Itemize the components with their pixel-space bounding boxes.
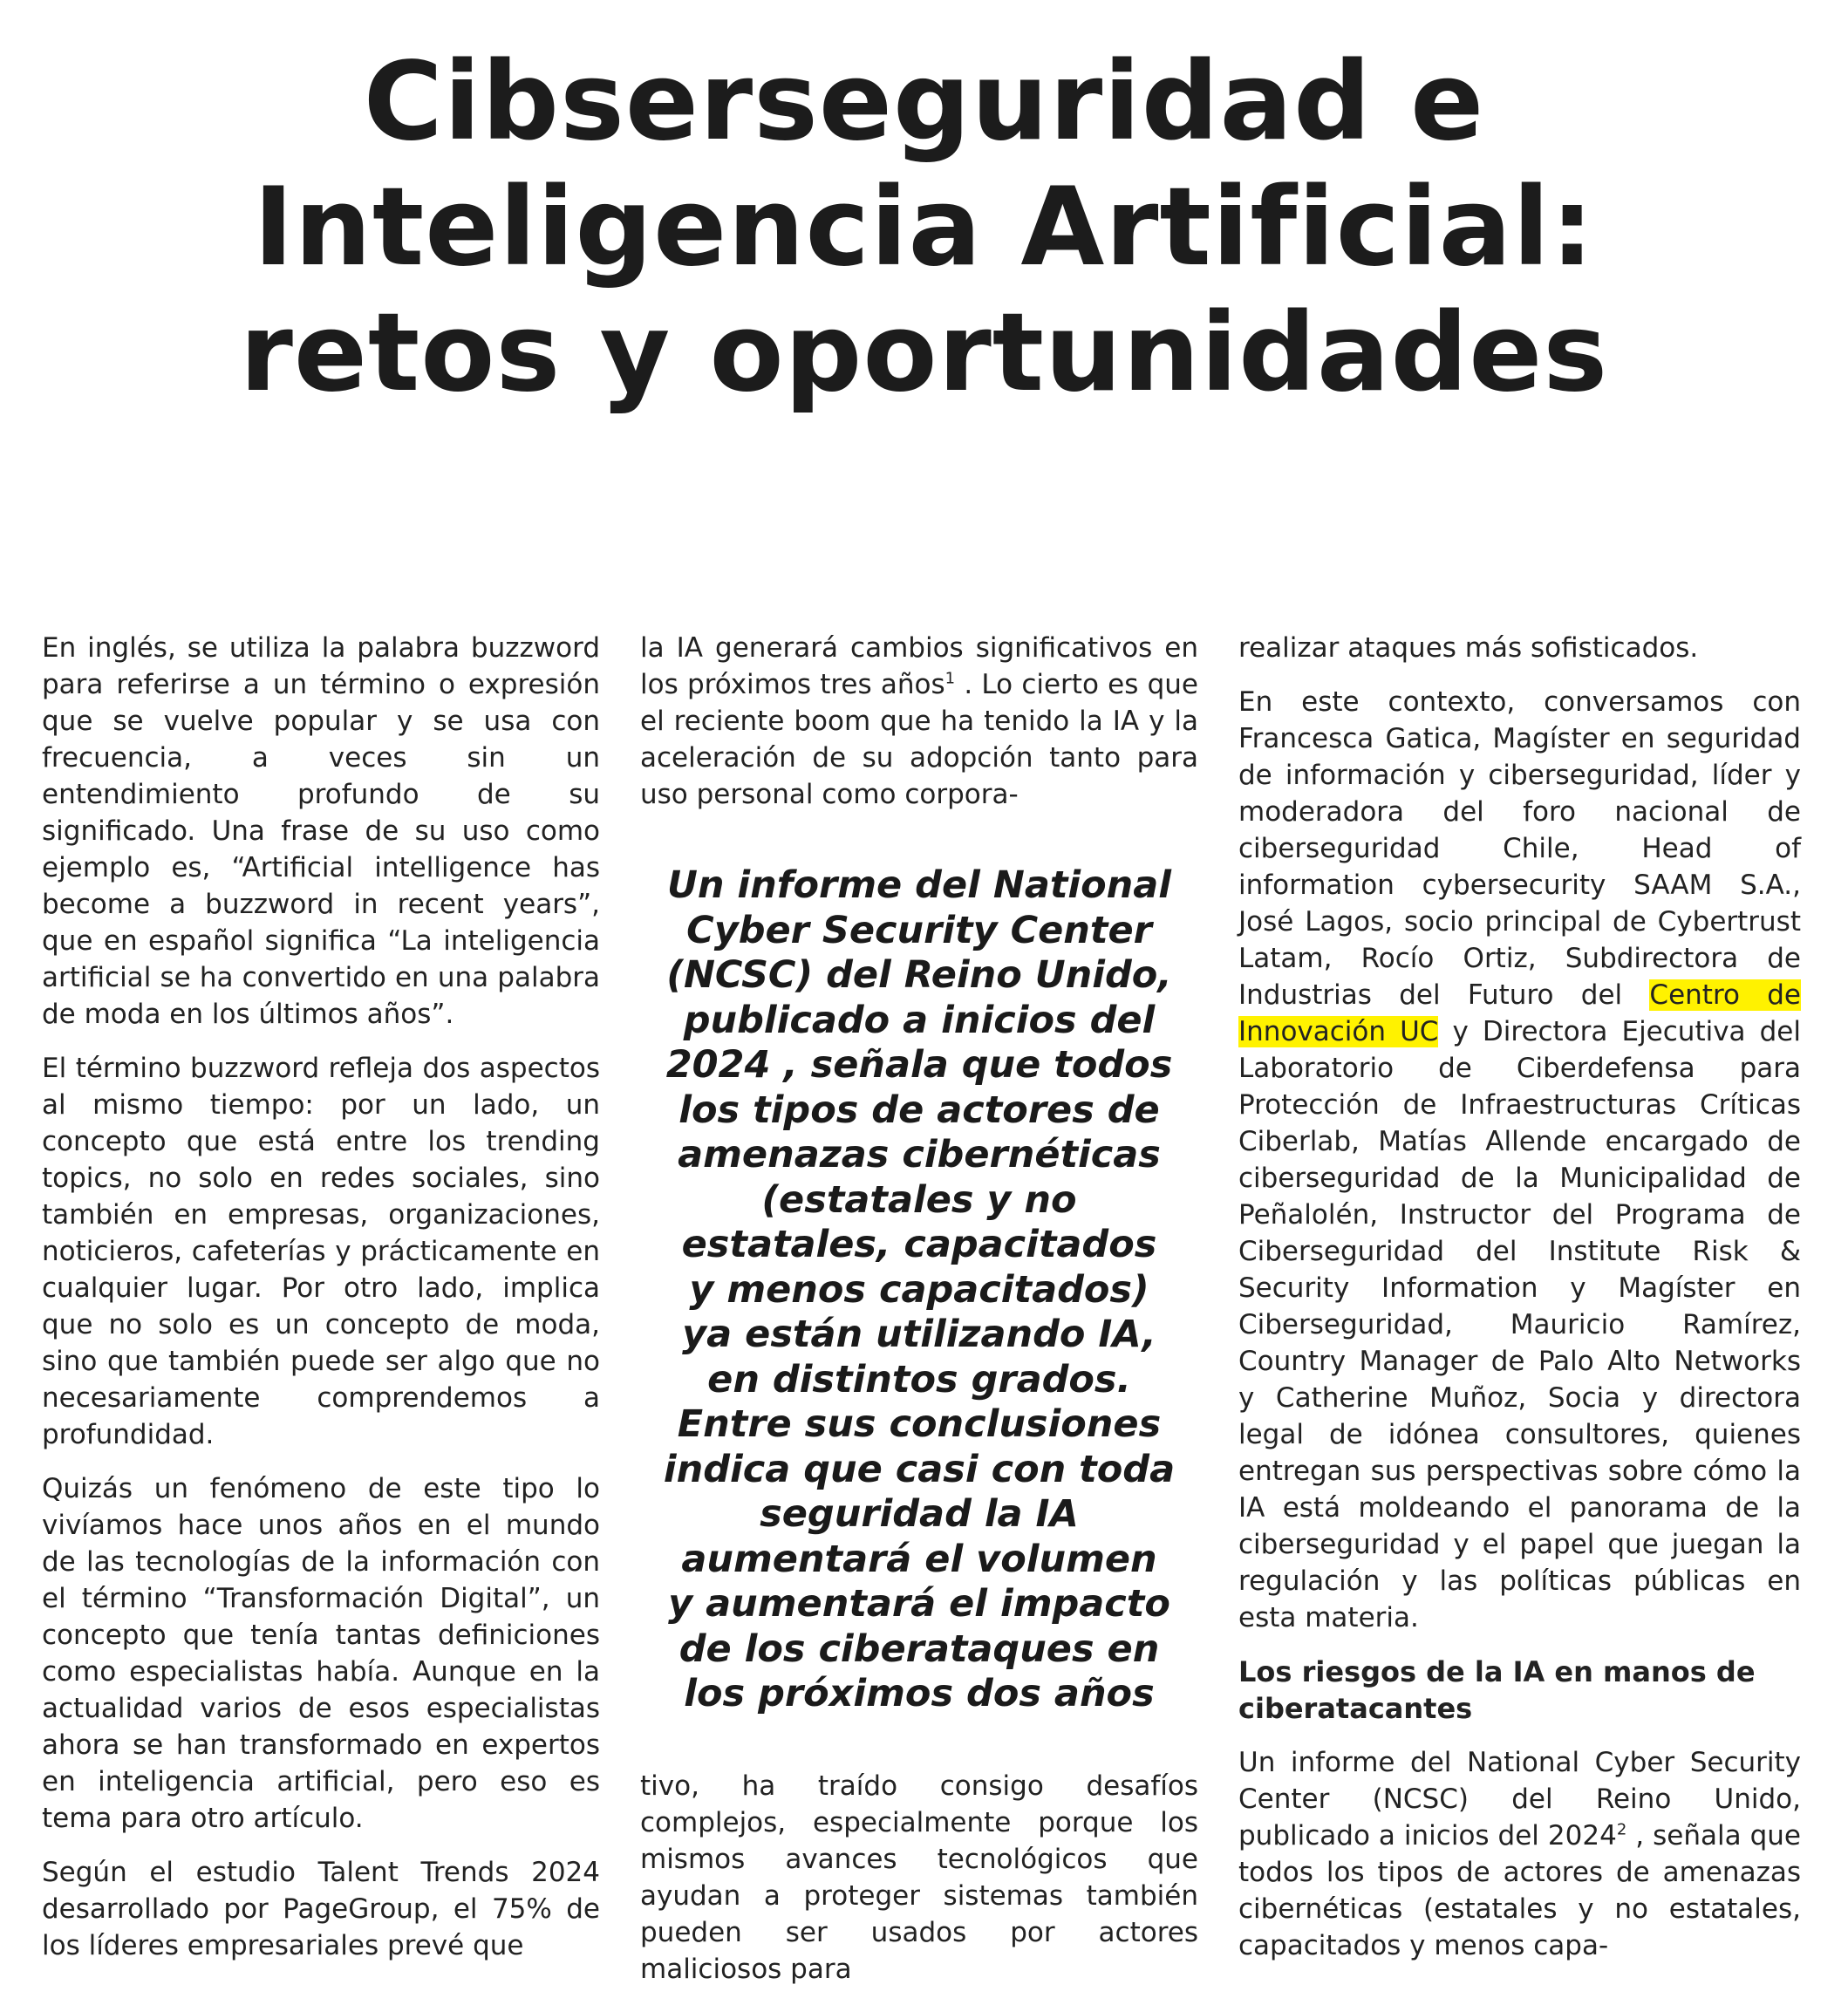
pull-quote-line: (estatales y no bbox=[761, 1177, 1077, 1222]
pull-quote-line: 2024 , señala que todos bbox=[665, 1043, 1173, 1087]
pull-quote-line: los tipos de actores de bbox=[679, 1088, 1160, 1132]
pull-quote bbox=[640, 863, 1198, 1717]
pull-quote-line: indica que casi con toda bbox=[663, 1447, 1176, 1491]
pull-quote-line: y aumentará el impacto bbox=[668, 1582, 1170, 1626]
text-run: . Lo cierto es que el reciente boom que ha tenido la IA y la aceleración de su adopción tanto para uso personal como corpora- bbox=[640, 669, 1198, 810]
paragraph bbox=[1238, 684, 1801, 1636]
pull-quote-line: aumentará el volumen bbox=[681, 1537, 1157, 1581]
pull-quote-line: Entre sus conclusiones bbox=[677, 1402, 1162, 1446]
article-column-3 bbox=[1238, 630, 1801, 1981]
text-run: la IA generará cambios significativos en los próximos tres años bbox=[640, 632, 1198, 700]
paragraph: Quizás un fenómeno de este tipo lo vivíamos hace unos años en el mundo de las tecnologías de la información con el término “Transformación Digital”, un concepto que tenía tantas definiciones como especialistas había. Aunque en la actualidad varios de esos especialistas ahora se han transformado en expertos en inteligencia artificial, pero eso es tema para otro artículo. bbox=[42, 1473, 600, 1834]
paragraph bbox=[1238, 1744, 1801, 1964]
title-line-2: Inteligencia Artificial: bbox=[253, 165, 1595, 290]
article-title bbox=[0, 39, 1848, 416]
text-run: y Directora Ejecutiva del Laboratorio de Ciberdefensa para Protección de Infraestructuras Críticas Ciberlab, Matías Allende encargado de ciberseguridad de la Municipalidad de Peñalolén, Instructor del Programa de Ciberseguridad del Institute Risk & Security Information y Magíster en Ciberseguridad, Mauricio Ramírez, Country Manager de Palo Alto Networks y Catherine Muñoz, Socia y directora legal de idónea consultores, quienes entregan sus perspectivas sobre cómo la IA está moldeando el panorama de la ciberseguridad y el papel que juegan la regulación y las políticas públicas en esta materia. bbox=[1238, 1016, 1801, 1633]
pull-quote-line: estatales, capacitados bbox=[681, 1223, 1157, 1266]
pull-quote-line: Cyber Security Center bbox=[686, 908, 1152, 952]
title-line-3: retos y oportunidades bbox=[239, 290, 1609, 416]
footnote-marker[interactable]: 2 bbox=[1616, 1820, 1627, 1839]
pull-quote-line: (NCSC) del Reino Unido, bbox=[666, 953, 1172, 997]
section-subheading: Los riesgos de la IA en manos de ciberatacantes bbox=[1238, 1655, 1756, 1725]
text-run: Un informe del National Cyber Security Center (NCSC) del Reino Unido, publicado a inicios del 2024 bbox=[1238, 1747, 1801, 1852]
paragraph: El término buzzword refleja dos aspectos al mismo tiempo: por un lado, un concepto que está entre los trending topics, no solo en redes sociales, sino también en empresas, organizaciones, noticieros, cafeterías y prácticamente en cualquier lugar. Por otro lado, implica que no solo es un concepto de moda, sino que también puede ser algo que no necesariamente comprendemos a profundidad. bbox=[42, 1053, 600, 1450]
pull-quote-line: ya están utilizando IA, bbox=[682, 1313, 1156, 1356]
pull-quote-line: seguridad la IA bbox=[760, 1492, 1079, 1536]
pull-quote-line: y menos capacitados) bbox=[689, 1267, 1149, 1312]
article-column-2-top bbox=[640, 630, 1198, 830]
paragraph: En inglés, se utiliza la palabra buzzword para referirse a un término o expresión que se vuelve popular y se usa con frecuencia, a veces sin un entendimiento profundo de su significado. Una frase de su uso como ejemplo es, “Artificial intelligence has become a buzzword in recent years”, que en español significa “La inteligencia artificial se ha convertido en una palabra de moda en los últimos años”. bbox=[42, 632, 600, 1030]
highlighted-text: Centro de Innovación UC bbox=[1238, 979, 1802, 1047]
pull-quote-line: publicado a inicios del bbox=[683, 998, 1156, 1042]
pull-quote-line: en distintos grados. bbox=[707, 1357, 1131, 1401]
pull-quote-line: Un informe del National bbox=[666, 863, 1172, 907]
pull-quote-line: de los ciberataques en bbox=[679, 1627, 1160, 1671]
text-run: , señala que todos los tipos de actores de amenazas cibernéticas (estatales y no estatales, capacitados y menos capa- bbox=[1238, 1820, 1801, 1961]
paragraph: Según el estudio Talent Trends 2024 desarrollado por PageGroup, el 75% de los líderes empresariales prevé que bbox=[42, 1857, 600, 1961]
title-line-1: Cibserseguridad e bbox=[363, 39, 1485, 165]
paragraph: tivo, ha traído consigo desafíos complejos, especialmente porque los mismos avances tecnológicos que ayudan a proteger sistemas también pueden ser usados por actores maliciosos para bbox=[640, 1770, 1198, 1985]
footnote-marker[interactable]: 1 bbox=[944, 669, 956, 688]
article-column-1 bbox=[42, 630, 600, 1981]
pull-quote-line: amenazas cibernéticas bbox=[678, 1133, 1161, 1176]
article-column-2-bottom bbox=[640, 1768, 1198, 2005]
paragraph bbox=[640, 630, 1198, 813]
pull-quote-line: los próximos dos años bbox=[684, 1672, 1155, 1715]
paragraph: realizar ataques más sofisticados. bbox=[1238, 632, 1699, 664]
text-run: En este contexto, conversamos con Francesca Gatica, Magíster en seguridad de información y ciberseguridad, líder y moderadora del foro nacional de ciberseguridad Chile, Head of information cybersecurity SAAM S.A., José Lagos, socio principal de Cybertrust Latam, Rocío Ortiz, Subdirectora de Industrias del Futuro del bbox=[1238, 686, 1801, 1011]
